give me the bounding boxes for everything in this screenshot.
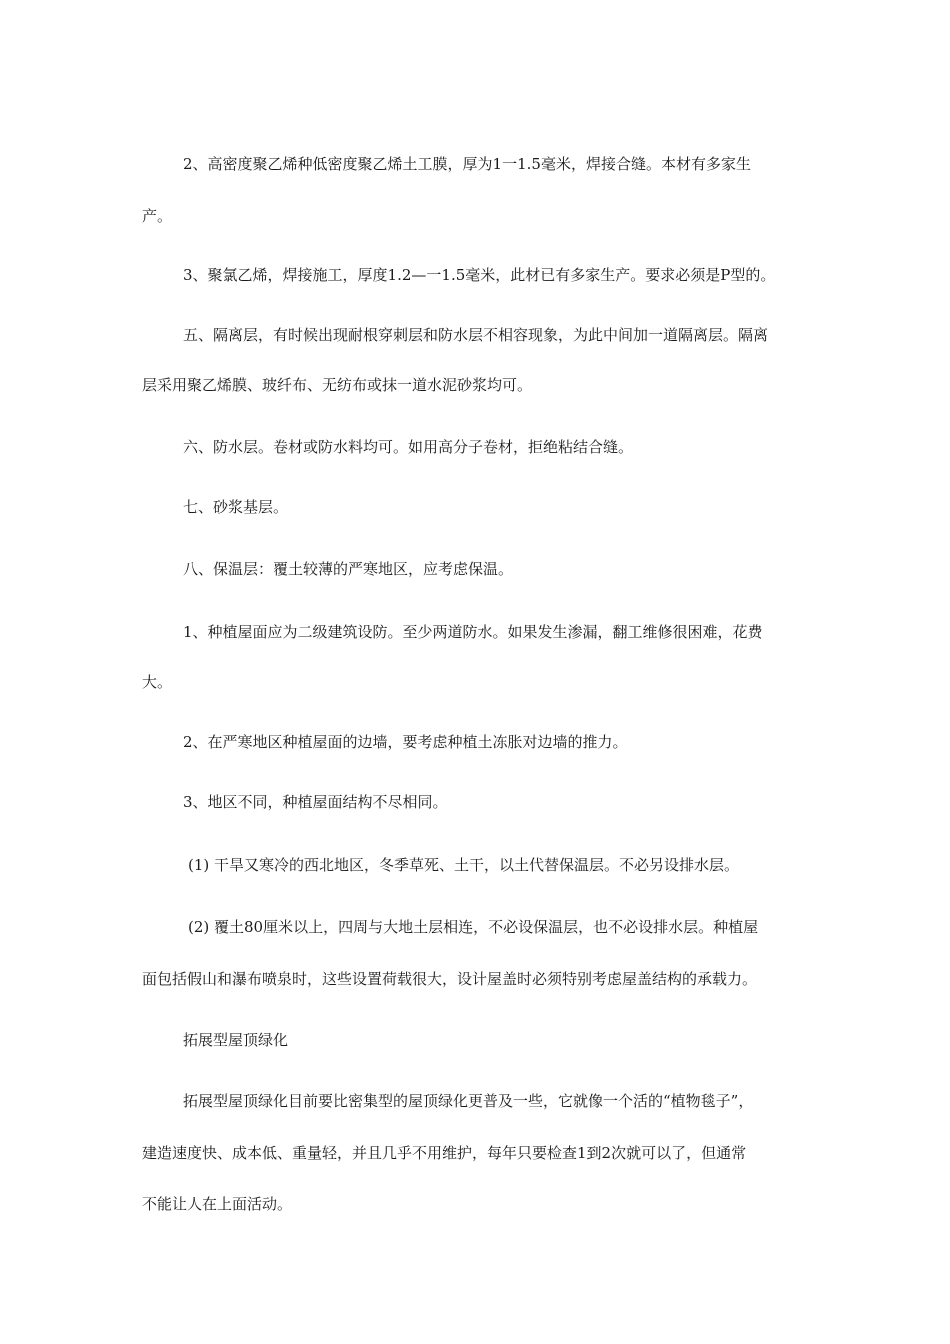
section-heading: 拓展型屋顶绿化 [183,1031,289,1049]
text-line-8: 八、保温层：覆土较薄的严寒地区，应考虑保温。 [183,560,514,578]
text-line-1: 2、高密度聚乙烯种低密度聚乙烯土工膜，厚为1一1.5毫米，焊接合缝。本材有多家生 [183,155,751,173]
text-line-10: 大。 [142,673,173,691]
text-line-2: 产。 [142,207,173,225]
text-line-4: 五、隔离层，有时候出现耐根穿刺层和防水层不相容现象，为此中间加一道隔离层。隔离 [183,326,769,344]
text-line-18: 建造速度快、成本低、重量轻，并且几乎不用维护，每年只要检查1到2次就可以了，但通常 [142,1144,747,1162]
text-line-3: 3、聚氯乙烯，焊接施工，厚度1.2—一1.5毫米，此材已有多家生产。要求必须是P型的。 [183,266,776,284]
text-line-9: 1、种植屋面应为二级建筑设防。至少两道防水。如果发生渗漏，翻工维修很困难，花费 [183,623,763,641]
text-line-7: 七、砂浆基层。 [183,498,289,516]
text-line-14: (2) 覆土80厘米以上，四周与大地土层相连，不必设保温层，也不必设排水层。种植屋 [188,918,759,936]
text-line-11: 2、在严寒地区种植屋面的边墙，要考虑种植土冻胀对边墙的推力。 [183,733,628,751]
text-line-5: 层采用聚乙烯膜、玻纤布、无纺布或抹一道水泥砂浆均可。 [142,376,533,394]
text-line-17: 拓展型屋顶绿化目前要比密集型的屋顶绿化更普及一些，它就像一个活的“植物毯子”， [183,1092,754,1110]
text-line-19: 不能让人在上面活动。 [142,1195,293,1213]
text-line-6: 六、防水层。卷材或防水料均可。如用高分子卷材，拒绝粘结合缝。 [183,438,634,456]
text-line-12: 3、地区不同，种植屋面结构不尽相同。 [183,793,448,811]
text-line-13: (1) 干旱又寒冷的西北地区，冬季草死、土干，以土代替保温层。不必另设排水层。 [188,856,740,874]
text-line-15: 面包括假山和瀑布喷泉时，这些设置荷载很大，设计屋盖时必须特别考虑屋盖结构的承载力。 [142,970,758,988]
